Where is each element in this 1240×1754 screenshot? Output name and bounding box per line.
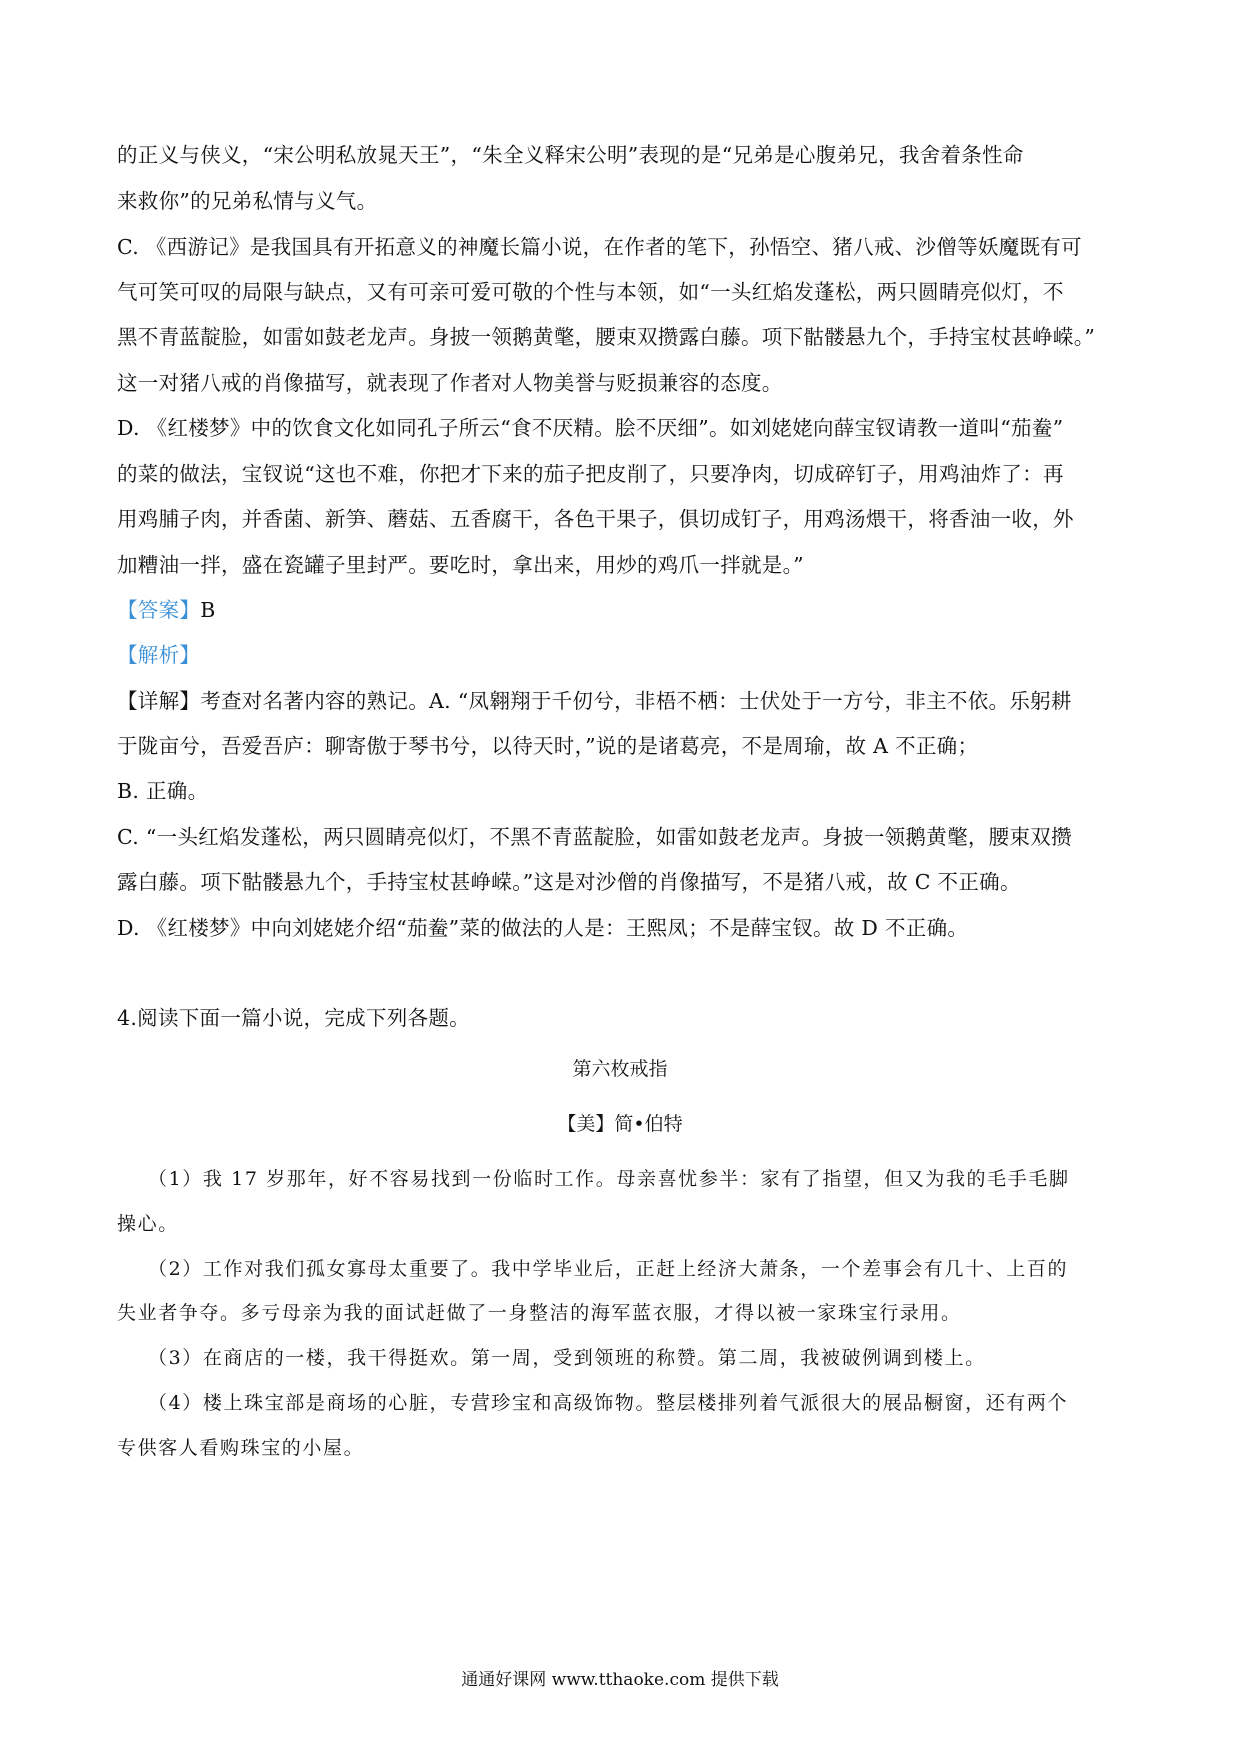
answer-value: B: [200, 598, 216, 622]
option-d-line-1: D. 《红楼梦》中的饮食文化如同孔子所云“食不厌精。脍不厌细”。如刘姥姥向薛宝钗请教一道叫“茄鲞”: [117, 416, 1064, 440]
continuation-line-1: 的正义与侠义，“宋公明私放晁天王”，“朱全义释宋公明”表现的是“兄弟是心腹弟兄，我舍着条性命: [117, 143, 1024, 167]
option-d-line-4: 加糟油一拌，盛在瓷罐子里封严。要吃时，拿出来，用炒的鸡爪一拌就是。”: [117, 553, 804, 577]
story-p1-line-2: 操心。: [117, 1213, 179, 1235]
option-d-line-3: 用鸡脯子肉，并香菌、新笋、蘑菇、五香腐干，各色干果子，俱切成钉子，用鸡汤煨干，将香油一收，外: [117, 507, 1074, 531]
story-title: 第六枚戒指: [572, 1058, 668, 1080]
option-c-line-3: 黑不青蓝靛脸，如雷如鼓老龙声。身披一领鹅黄氅，腰束双攒露白藤。项下骷髅悬九个，手持宝杖甚峥嵘。”: [117, 325, 1096, 349]
analysis-label: 【解析】: [117, 643, 201, 667]
continuation-line-2: 来救你”的兄弟私情与义气。: [117, 189, 378, 213]
option-c-line-2: 气可笑可叹的局限与缺点，又有可亲可爱可敬的个性与本领，如“一头红焰发蓬松，两只圆睛亮似灯，不: [117, 280, 1064, 304]
story-p2-line-2: 失业者争夺。多亏母亲为我的面试赶做了一身整洁的海军蓝衣服，才得以被一家珠宝行录用。: [117, 1302, 962, 1324]
question-4-prompt: 4.阅读下面一篇小说，完成下列各题。: [117, 1006, 470, 1030]
detail-line-2: 于陇亩兮，吾爱吾庐：聊寄傲于琴书兮，以待天时，”说的是诸葛亮，不是周瑜，故 A 不正确；: [117, 734, 979, 758]
story-author: 【美】简•伯特: [557, 1113, 683, 1135]
story-p2-line-1: （2）工作对我们孤女寡母太重要了。我中学毕业后，正赶上经济大萧条，一个差事会有几十、上百的: [148, 1258, 1069, 1280]
detail-line-6: D. 《红楼梦》中向刘姥姥介绍“茄鲞”菜的做法的人是：王熙凤；不是薛宝钗。故 D 不正确。: [117, 916, 969, 940]
story-p3-line-1: （3）在商店的一楼，我干得挺欢。第一周，受到领班的称赞。第二周，我被破例调到楼上。: [148, 1347, 986, 1369]
detail-line-4: C. “一头红焰发蓬松，两只圆睛亮似灯，不黑不青蓝靛脸，如雷如鼓老龙声。身披一领鹅黄氅，腰束双攒: [117, 825, 1072, 849]
story-p1-line-1: （1）我 17 岁那年，好不容易找到一份临时工作。母亲喜忧参半：家有了指望，但又为我的毛手毛脚: [148, 1168, 1070, 1190]
detail-line-1: 【详解】考查对名著内容的熟记。A. “凤翱翔于千仞兮，非梧不栖：士伏处于一方兮，非主不依。乐躬耕: [117, 689, 1072, 713]
option-c-line-1: C. 《西游记》是我国具有开拓意义的神魔长篇小说，在作者的笔下，孙悟空、猪八戒、沙僧等妖魔既有可: [117, 235, 1082, 259]
option-c-line-4: 这一对猪八戒的肖像描写，就表现了作者对人物美誉与贬损兼容的态度。: [117, 371, 783, 395]
answer-label: 【答案】: [117, 598, 201, 622]
answer-line: [117, 596, 216, 624]
option-d-line-2: 的菜的做法，宝钗说“这也不难，你把才下来的茄子把皮削了，只要净肉，切成碎钉子，用鸡油炸了：再: [117, 462, 1064, 486]
page-footer: 通通好课网 www.tthaoke.com 提供下载: [461, 1670, 779, 1690]
detail-line-5: 露白藤。项下骷髅悬九个，手持宝杖甚峥嵘。”这是对沙僧的肖像描写，不是猪八戒，故 C 不正确。: [117, 870, 1021, 894]
story-p4-line-2: 专供客人看购珠宝的小屋。: [117, 1437, 365, 1459]
analysis-line: [117, 641, 200, 669]
detail-line-3: B. 正确。: [117, 779, 209, 803]
story-p4-line-1: （4）楼上珠宝部是商场的心脏，专营珍宝和高级饰物。整层楼排列着气派很大的展品橱窗，还有两个: [148, 1392, 1069, 1414]
